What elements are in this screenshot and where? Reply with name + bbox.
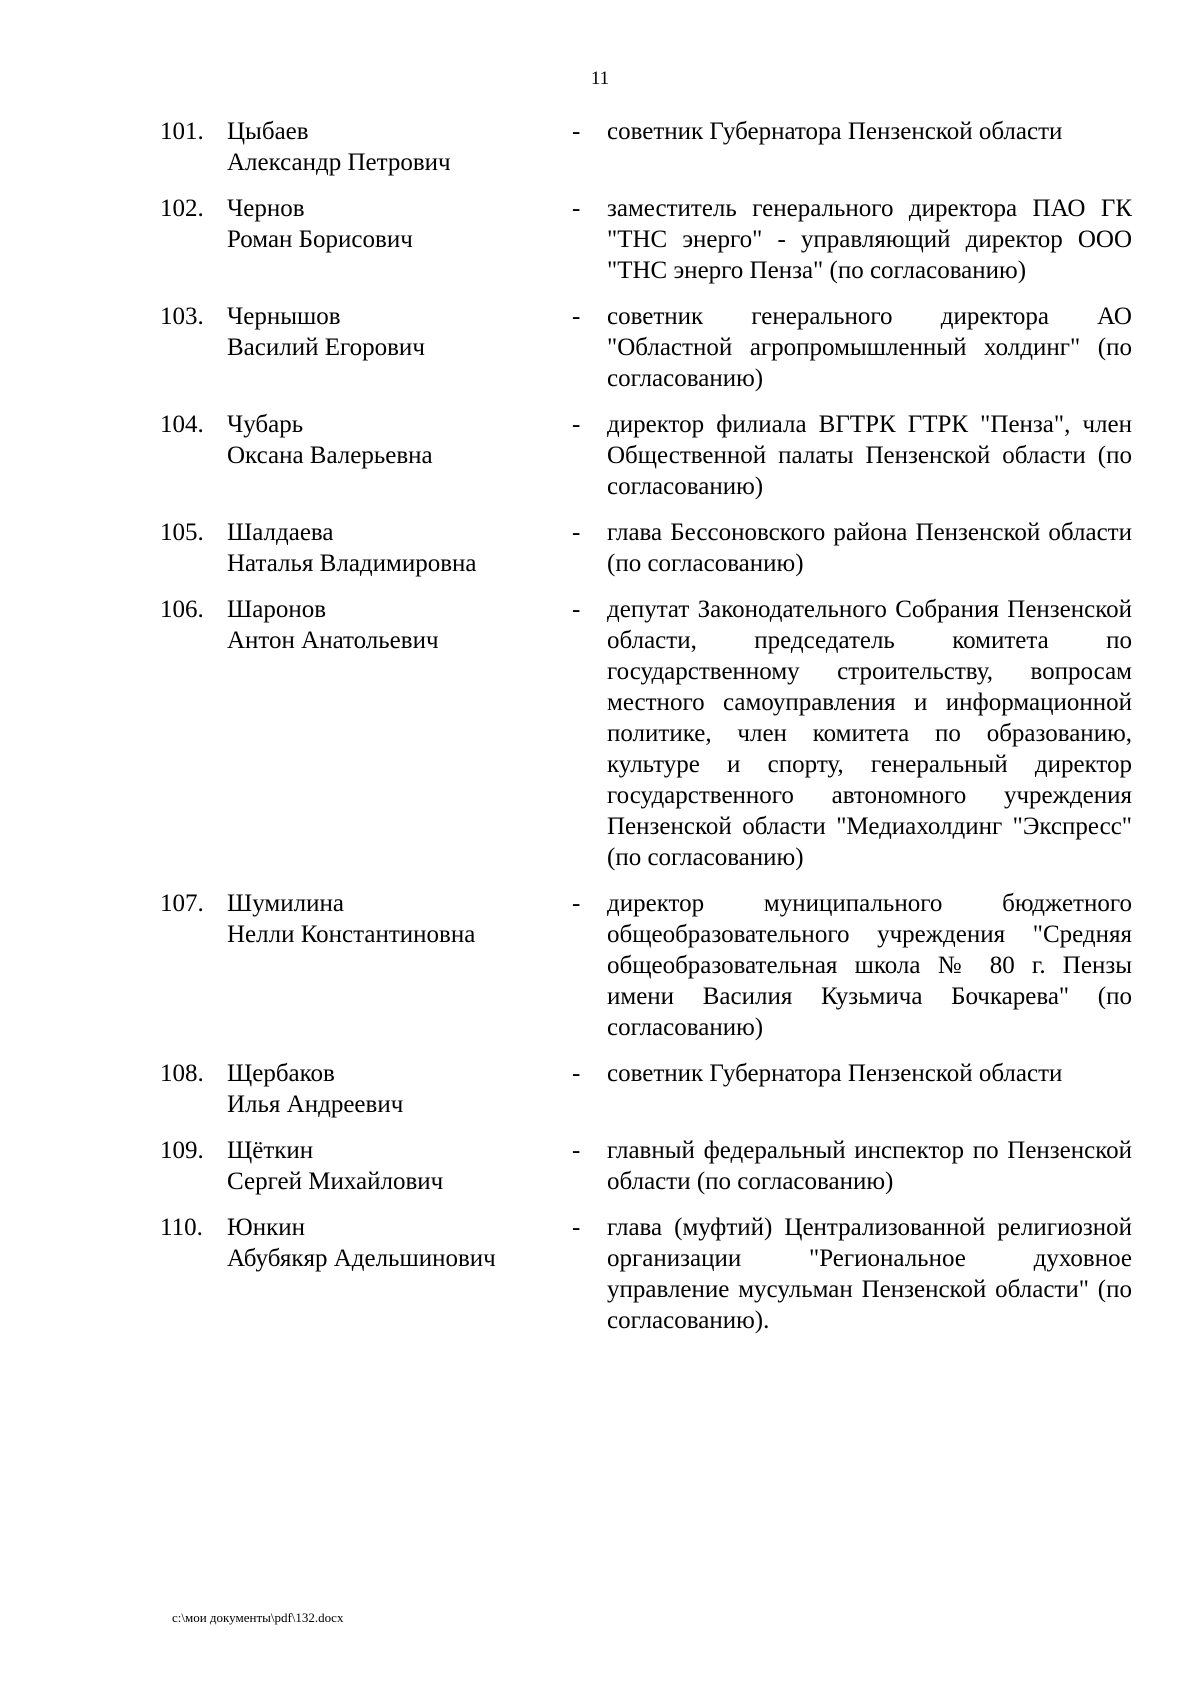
members-list xyxy=(160,116,1140,1351)
entry-name xyxy=(227,1212,572,1274)
list-item xyxy=(160,409,1140,502)
entry-surname: Цыбаев xyxy=(227,118,309,145)
entry-name xyxy=(227,1058,572,1120)
entry-position: директор филиала ВГТРК ГТРК "Пенза", член Общественной палаты Пензенской области (по согласованию) xyxy=(607,411,1132,500)
footer-file-path: c:\мои документы\pdf\132.docx xyxy=(172,1610,344,1625)
entry-dash: - xyxy=(572,303,581,330)
entry-surname: Чубарь xyxy=(227,411,304,438)
entry-position: советник Губернатора Пензенской области xyxy=(607,118,1063,145)
entry-dash: - xyxy=(572,1137,581,1164)
entry-dash: - xyxy=(572,195,581,222)
entry-given-names: Нелли Константиновна xyxy=(227,921,476,948)
entry-given-names: Оксана Валерьевна xyxy=(227,442,433,469)
entry-dash: - xyxy=(572,1214,581,1241)
entry-number: 108. xyxy=(160,1060,204,1087)
entry-surname: Щербаков xyxy=(227,1060,335,1087)
entry-name xyxy=(227,301,572,363)
entry-name xyxy=(227,116,572,178)
entry-position: советник Губернатора Пензенской области xyxy=(607,1060,1063,1087)
entry-dash: - xyxy=(572,596,581,623)
list-item xyxy=(160,517,1140,579)
entry-name xyxy=(227,594,572,656)
entry-number: 105. xyxy=(160,519,204,546)
entry-surname: Шумилина xyxy=(227,890,344,917)
list-item xyxy=(160,1212,1140,1336)
entry-number: 109. xyxy=(160,1137,204,1164)
entry-number: 102. xyxy=(160,195,204,222)
entry-name xyxy=(227,888,572,950)
list-item xyxy=(160,1058,1140,1120)
entry-given-names: Антон Анатольевич xyxy=(227,627,439,654)
entry-number: 106. xyxy=(160,596,204,623)
entry-number: 107. xyxy=(160,890,204,917)
entry-given-names: Наталья Владимировна xyxy=(227,550,477,577)
entry-surname: Юнкин xyxy=(227,1214,305,1241)
list-item xyxy=(160,193,1140,286)
entry-position: глава (муфтий) Централизованной религиозной организации "Региональное духовное управление мусульман Пензенской области" (по согласованию). xyxy=(607,1214,1132,1334)
entry-position: директор муниципального бюджетного общеобразовательного учреждения "Средняя общеобразовательная школа № 80 г. Пензы имени Василия Кузьмича Бочкарева" (по согласованию) xyxy=(607,890,1132,1041)
entry-dash: - xyxy=(572,411,581,438)
list-item xyxy=(160,888,1140,1043)
entry-position: советник генерального директора АО "Областной агропромышленный холдинг" (по согласованию) xyxy=(607,303,1132,392)
entry-given-names: Роман Борисович xyxy=(227,226,413,253)
entry-surname: Шаронов xyxy=(227,596,326,623)
page-number: 11 xyxy=(590,68,610,89)
entry-position: глава Бессоновского района Пензенской области (по согласованию) xyxy=(607,519,1132,577)
list-item xyxy=(160,594,1140,873)
entry-number: 104. xyxy=(160,411,204,438)
entry-number: 110. xyxy=(160,1214,203,1241)
list-item xyxy=(160,1135,1140,1197)
entry-surname: Чернышов xyxy=(227,303,341,330)
entry-position: депутат Законодательного Собрания Пензенской области, председатель комитета по государственному строительству, вопросам местного самоуправления и информационной политике, член комитета по образованию, культуре и спорту, генеральный директор государственного автономного учреждения Пензенской области "Медиахолдинг "Экспресс" (по согласованию) xyxy=(607,596,1132,871)
entry-position: главный федеральный инспектор по Пензенской области (по согласованию) xyxy=(607,1137,1132,1195)
entry-surname: Щёткин xyxy=(227,1137,314,1164)
list-item xyxy=(160,301,1140,394)
entry-dash: - xyxy=(572,118,581,145)
entry-position: заместитель генерального директора ПАО ГК "ТНС энерго" - управляющий директор ООО "ТНС энерго Пенза" (по согласованию) xyxy=(607,195,1132,284)
entry-dash: - xyxy=(572,1060,581,1087)
entry-given-names: Александр Петрович xyxy=(227,149,451,176)
entry-given-names: Василий Егорович xyxy=(227,334,425,361)
entry-given-names: Абубякяр Адельшинович xyxy=(227,1245,496,1272)
entry-surname: Чернов xyxy=(227,195,305,222)
entry-name xyxy=(227,193,572,255)
entry-name xyxy=(227,1135,572,1197)
entry-number: 103. xyxy=(160,303,204,330)
entry-name xyxy=(227,517,572,579)
list-item xyxy=(160,116,1140,178)
entry-given-names: Илья Андреевич xyxy=(227,1091,404,1118)
entry-given-names: Сергей Михайлович xyxy=(227,1168,444,1195)
entry-surname: Шалдаева xyxy=(227,519,334,546)
entry-name xyxy=(227,409,572,471)
entry-dash: - xyxy=(572,890,581,917)
entry-number: 101. xyxy=(160,118,204,145)
entry-dash: - xyxy=(572,519,581,546)
